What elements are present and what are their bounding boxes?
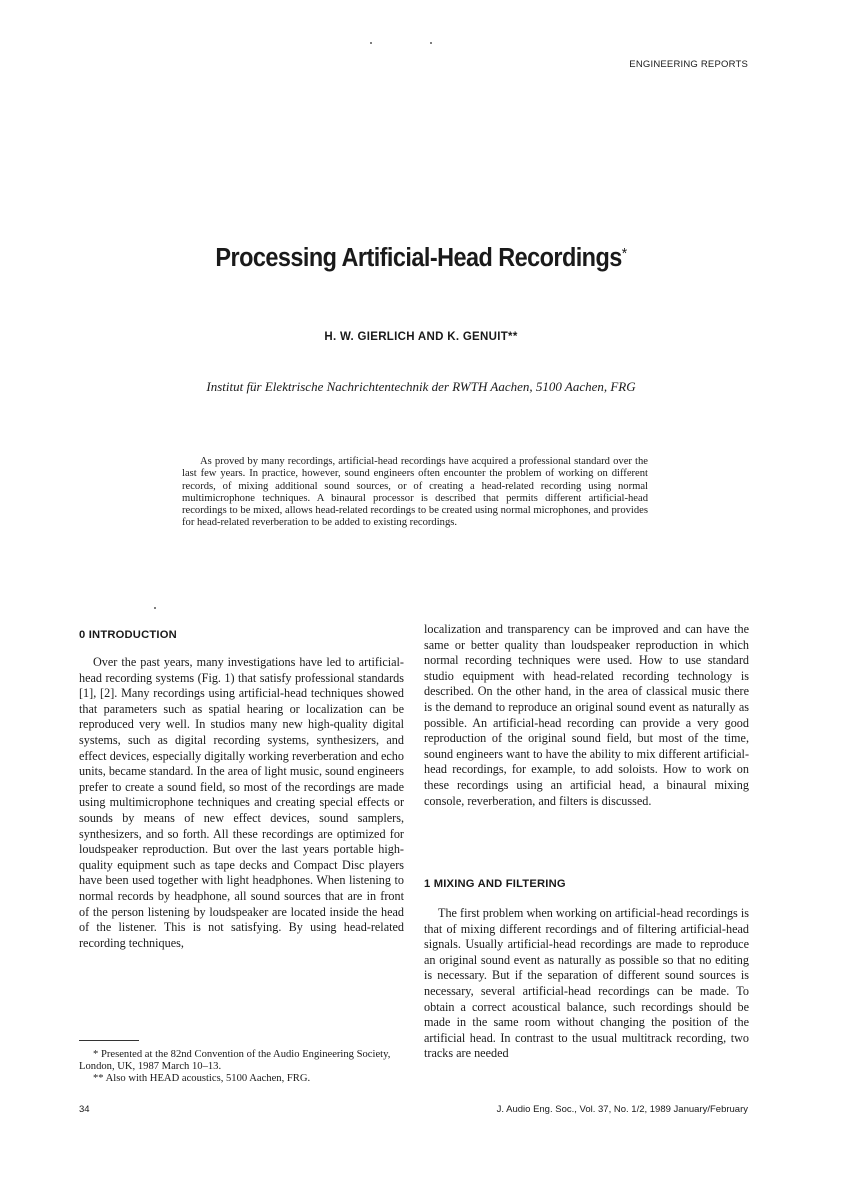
abstract: As proved by many recordings, artificial-head recordings have acquired a professional standard over the last few years. In practice, however, sound engineers often encounter the problem of working on different records, of mixing additional sound sources, or of creating a head-related recording using normal multimicrophone techniques. A binaural processor is described that permits different artificial-head recordings to be mixed, allows head-related recordings to be created using normal microphones, and provides for head-related reverberation to be added to existing recordings. [182, 456, 648, 529]
paper-title [34, 244, 809, 273]
introduction-paragraph: Over the past years, many investigations have led to artificial-head recording systems (Fig. 1) that satisfy professional standards [1], [2]. Many recordings using artificial-head techniques showed that parameters such as spatial hearing or localization can be reproduced very well. In studios many new high-quality digital systems, such as digital recording systems, synthesizers, and effect devices, especially digitally working reverberation and echo units, became standard. In the area of light music, sound engineers prefer to create a sound field, so most of the recordings are made using multimicrophone techniques and creating special effects or sounds by means of new effect devices, sound samplers, synthesizers, and so forth. All these recordings are optimized for loudspeaker reproduction. But over the last years portable high-quality equipment such as tape decks and Compact Disc players have been used together with light headphones. When listening to normal records by headphone, all sound sources that are in front of the person listening by loudspeaker are located inside the head of the listener. This is not satisfying. By using head-related recording techniques, [79, 655, 404, 950]
mixing-filtering-paragraph: The first problem when working on artificial-head recordings is that of mixing different recordings and of filtering artificial-head signals. Usually artificial-head recordings are made to reproduce an original sound event as naturally as possible so that no editing is necessary. But if the separation of different sound sources is necessary, several artificial-head recordings can be made. To obtain a correct acoustical balance, such recordings should be made in the same room without changing the position of the artificial head. In contrast to the usual multitrack recording, two tracks are needed [424, 906, 749, 1061]
authors: H. W. GIERLICH AND K. GENUIT** [324, 331, 518, 343]
section-heading-introduction: 0 INTRODUCTION [79, 629, 177, 641]
title-footnote-mark: * [621, 245, 627, 262]
footnote-2: ** Also with HEAD acoustics, 5100 Aachen, FRG. [93, 1072, 311, 1084]
section-heading-mixing-filtering: 1 MIXING AND FILTERING [424, 878, 566, 890]
page-number: 34 [79, 1104, 90, 1115]
journal-reference: J. Audio Eng. Soc., Vol. 37, No. 1/2, 1989 January/February [496, 1104, 748, 1115]
left-column [79, 655, 404, 951]
scan-speck [430, 42, 432, 44]
introduction-continuation: localization and transparency can be improved and can have the same or better quality than loudspeaker reproduction in which normal recording techniques were used. How to use standard studio equipment with head-related recording technology is described. On the other hand, in the area of classical music there is the demand to reproduce an original sound event as naturally as possible. An artificial-head recording can provide a very good reproduction of the original sound field, but most of the time, sound engineers want to have the ability to mix different artificial-head recordings, for example, to add soloists. How to work on these recordings using an artificial head, a binaural mixing console, reverberation, and filters is discussed. [424, 622, 749, 808]
scan-speck [154, 607, 156, 609]
right-column-section1 [424, 906, 749, 1062]
scan-speck [370, 42, 372, 44]
affiliation: Institut für Elektrische Nachrichtentechnik der RWTH Aachen, 5100 Aachen, FRG [206, 379, 636, 394]
footnote-rule [79, 1040, 139, 1041]
footnotes [79, 1049, 399, 1084]
footnote-1: * Presented at the 82nd Convention of the Audio Engineering Society, London, UK, 1987 March 10–13. [79, 1049, 391, 1072]
title-text: Processing Artificial-Head Recordings [215, 244, 622, 272]
running-head: ENGINEERING REPORTS [629, 59, 748, 70]
right-column [424, 622, 749, 809]
